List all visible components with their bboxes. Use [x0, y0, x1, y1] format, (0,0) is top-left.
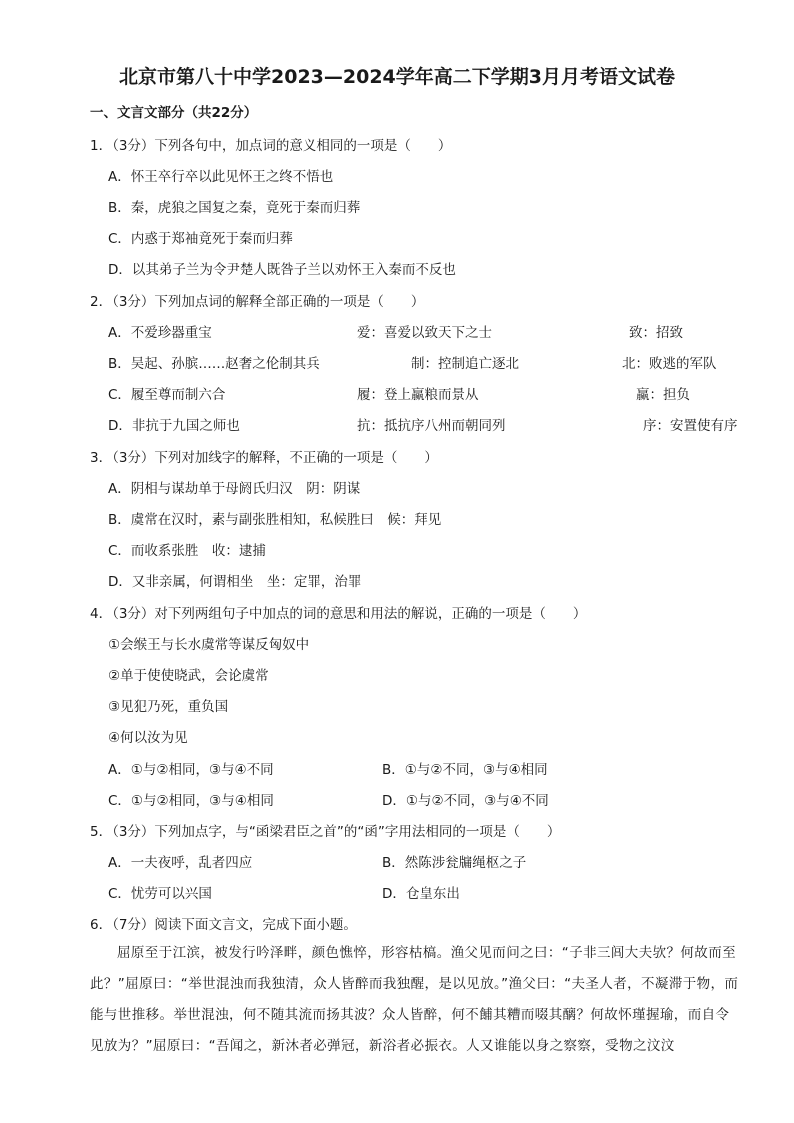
question-2-option-c-col3: 赢：担负: [636, 387, 690, 403]
question-5-option-a: A．一夫夜呼，乱者四应: [108, 855, 253, 871]
question-3-option-b: B．虞常在汉时，素与副张胜相知，私候胜曰 候：拜见: [108, 512, 442, 528]
question-6-stem: 6．（7分）阅读下面文言文，完成下面小题。: [90, 917, 357, 933]
question-5-option-c: C．忧劳可以兴国: [108, 886, 212, 902]
question-2-option-d-col3: 序：安置使有序: [643, 418, 738, 434]
question-2-option-d-col1: D．非抗于九国之师也: [108, 418, 240, 434]
question-5-option-d: D．仓皇东出: [382, 886, 460, 902]
question-5-option-b: B．然陈涉瓮牖绳枢之子: [382, 855, 527, 871]
question-2-option-a-col3: 致：招致: [629, 325, 683, 341]
question-2-option-c-col2: 履：登上赢粮而景从: [357, 387, 479, 403]
question-2-option-b-col1: B．吴起、孙膑……赵奢之伦制其兵: [108, 356, 320, 372]
section-heading: 一、文言文部分（共22分）: [90, 105, 258, 121]
question-4-sentence-1: ①会缑王与长水虞常等谋反匈奴中: [108, 637, 310, 653]
page-title: 北京市第八十中学2023—2024学年高二下学期3月月考语文试卷: [119, 66, 675, 88]
question-1-option-c: C．内惑于郑袖竟死于秦而归葬: [108, 231, 293, 247]
question-3-option-a: A．阴相与谋劫单于母阏氏归汉 阴：阴谋: [108, 481, 361, 497]
question-4-option-c: C．①与②相同，③与④相同: [108, 793, 274, 809]
question-2-option-d-col2: 抗：抵抗序八州而朝同列: [357, 418, 506, 434]
question-1-option-d: D．以其弟子兰为令尹楚人既咎子兰以劝怀王入秦而不反也: [108, 262, 456, 278]
question-2-option-a-col1: A．不爱珍器重宝: [108, 325, 212, 341]
question-2-option-b-col3: 北：败逃的军队: [622, 356, 717, 372]
question-4-sentence-4: ④何以汝为见: [108, 730, 188, 746]
question-5-stem: 5．（3分）下列加点字，与“函梁君臣之首”的“函”字用法相同的一项是（ ）: [90, 824, 561, 840]
question-2-option-a-col2: 爱：喜爱以致天下之士: [357, 325, 492, 341]
question-4-option-a: A．①与②相同，③与④不同: [108, 762, 274, 778]
question-4-option-d: D．①与②不同，③与④不同: [382, 793, 549, 809]
question-4-option-b: B．①与②不同，③与④相同: [382, 762, 548, 778]
question-2-stem: 2．（3分）下列加点词的解释全部正确的一项是（ ）: [90, 294, 425, 310]
question-1-stem: 1．（3分）下列各句中，加点词的意义相同的一项是（ ）: [90, 138, 452, 154]
question-2-option-b-col2: 制：控制追亡逐北: [411, 356, 519, 372]
question-3-option-c: C．而收系张胜 收：逮捕: [108, 543, 266, 559]
question-4-sentence-2: ②单于使使晓武，会论虞常: [108, 668, 269, 684]
question-2-option-c-col1: C．履至尊而制六合: [108, 387, 226, 403]
question-3-option-d: D．又非亲属，何谓相坐 坐：定罪，治罪: [108, 574, 362, 590]
question-4-stem: 4．（3分）对下列两组句子中加点的词的意思和用法的解说，正确的一项是（ ）: [90, 606, 587, 622]
question-1-option-b: B．秦，虎狼之国复之秦，竟死于秦而归葬: [108, 200, 361, 216]
question-3-stem: 3．（3分）下列对加线字的解释，不正确的一项是（ ）: [90, 450, 438, 466]
question-4-sentence-3: ③见犯乃死，重负国: [108, 699, 229, 715]
question-6-passage: 屈原至于江滨，被发行吟泽畔，颜色憔悴，形容枯槁。渔父见而问之曰：“子非三闾大夫欤？何故而至此？”屈原曰：“举世混浊而我独清，众人皆醉而我独醒，是以见放。”渔父曰：“夫圣人者，不凝滞于物，而能与世推移。举世混浊，何不随其流而扬其波？众人皆醉，何不餔其糟而啜其醨？何故怀瑾握瑜，而自令见放为？”屈原曰：“吾闻之，新沐者必弹冠，新浴者必振衣。人又谁能以身之察察，受物之汶汶: [90, 945, 739, 1054]
question-1-option-a: A．怀王卒行卒以此见怀王之终不悟也: [108, 169, 334, 185]
